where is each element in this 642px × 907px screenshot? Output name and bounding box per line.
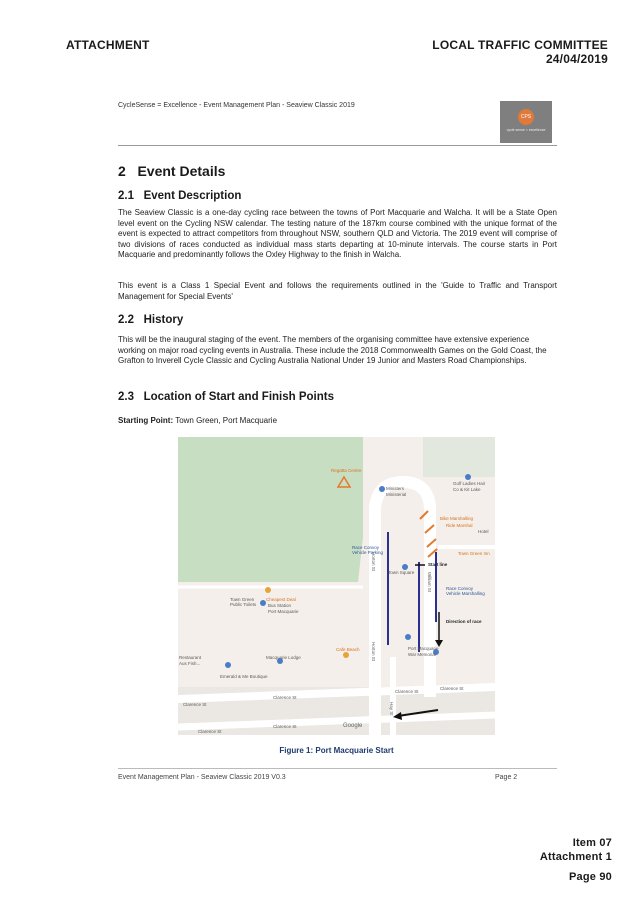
subsection-heading-history [118, 314, 183, 326]
map-label-clarence-5: Clarence St [198, 729, 222, 734]
section-heading [118, 163, 225, 179]
map-label-bus-station-sub: Port Macquarie [268, 609, 299, 614]
map-label-cheapest-deal: Cheapest Deal [266, 597, 296, 602]
map-label-golf-sub: Co & Kit Lake [453, 487, 481, 492]
map-label-war-memorial: War Memorial [408, 652, 436, 657]
document-header-title: CycleSense = Excellence - Event Management Plan - Seaview Classic 2019 [118, 102, 355, 109]
document-footer-page: Page 2 [495, 774, 518, 781]
map-label-lodge: Macquarie Lodge [266, 655, 301, 660]
map-label-clarence-1: Clarence St [183, 702, 207, 707]
map-label-horton-1: Horton St [371, 552, 376, 572]
map-google-logo: Google [343, 723, 363, 729]
map-label-ride-marshal: Ride Marshal [446, 523, 473, 528]
section-number: 2 [118, 163, 126, 179]
subsection-number: 2.1 [118, 190, 134, 202]
map-label-hay: Hay St [389, 702, 394, 716]
map-label-town-green-inn: Town Green Inn [458, 551, 490, 556]
map-label-convoy-marshalling: Race Convoy Vehicle Marshalling [446, 586, 485, 596]
starting-point-label: Starting Point: [118, 416, 174, 425]
attachment-number: Attachment 1 [539, 851, 612, 863]
map-label-cafe: Cafe Beach [336, 647, 360, 652]
subsection-title: Event Description [143, 190, 242, 202]
map-label-restaurant-sub: Aus Fish... [179, 661, 201, 666]
logo-tagline: cycle sense = excellence [506, 128, 546, 132]
header-divider [118, 145, 557, 146]
map-label-start-line: Start line [428, 562, 448, 567]
committee-date: 24/04/2019 [545, 52, 608, 66]
document-footer-title: Event Management Plan - Seaview Classic 2019 V0.3 [118, 774, 286, 781]
subsection-title: Location of Start and Finish Points [143, 391, 334, 403]
map-label-bus-station: Bus Station [268, 603, 292, 608]
history-paragraph: This will be the inaugural staging of the event. The members of the organising committee have extensive experience working on major road cycling events in Australia. These include the 2018 Commonwealth Games on the Gold Coast, the Grafton to Inverell Cycle Classic and Cycling Australia National Under 19 Junior and Masters Road Championships. [118, 335, 547, 366]
map-label-town-square: Town Square [388, 570, 415, 575]
start-location-map [178, 437, 495, 735]
map-label-william: William St [427, 572, 432, 592]
page-number: Page 90 [569, 871, 612, 883]
subsection-number: 2.2 [118, 314, 134, 326]
starting-point-value: Town Green, Port Macquarie [175, 416, 278, 425]
map-label-port-macquarie: Port Macquarie [408, 646, 439, 651]
map-label-clarence-4: Clarence St [440, 686, 464, 691]
subsection-title: History [143, 314, 184, 326]
subsection-heading-event-description [118, 190, 241, 202]
figure-caption: Figure 1: Port Macquarie Start [279, 746, 394, 755]
subsection-number: 2.3 [118, 391, 134, 403]
map-label-town-green: Town Green Public Toilets [230, 597, 257, 607]
map-label-ministers: Ministers [386, 486, 405, 491]
logo-mark: CPS [518, 109, 534, 125]
map-label-clarence-2: Clarence St [273, 695, 297, 700]
map-label-golf: Golf Ladies Hair [453, 481, 486, 486]
subsection-heading-location [118, 391, 334, 403]
section-title: Event Details [137, 163, 226, 179]
map-label-hotel: Hotel [478, 529, 489, 534]
event-description-paragraph-1: The Seaview Classic is a one-day cycling race between the towns of Port Macquarie and Walcha. It will be a State Open level event on the Cycling NSW calendar. The testing nature of the 187km course combined with the unique format of the event is expected to attract competitors from throughout NSW, southern QLD and Victoria. The 2019 event will comprise of two divisions of races conducted as individual mass starts departing at 10-minute intervals. The course starts in Port Macquarie and predominantly follows the Oxley Highway to the finish in Walcha. [118, 208, 557, 260]
map-label-emerald: Emerald & Me Boutique [220, 674, 268, 679]
map-label-direction: Direction of race [446, 619, 482, 624]
map-label-ministers-sub: Ministerial [386, 492, 407, 497]
map-label-regatta: Regatta Centre [331, 468, 362, 473]
company-logo [500, 101, 552, 143]
map-label-restaurant: Restaurant [179, 655, 202, 660]
attachment-label: ATTACHMENT [66, 38, 150, 52]
starting-point [118, 416, 557, 427]
map-label-clarence-3: Clarence St [395, 689, 419, 694]
map-label-vehicle-parking: Race Convoy Vehicle Parking [352, 545, 384, 555]
map-label-bike-marshall: Bike Marshalling [440, 516, 474, 521]
map-label-clarence-6: Clarence St [273, 724, 297, 729]
item-number: Item 07 [572, 837, 612, 849]
map-label-horton-2: Horton St [371, 642, 376, 662]
footer-divider [118, 768, 557, 769]
event-description-paragraph-2: This event is a Class 1 Special Event and follows the requirements outlined in the 'Guide to Traffic and Transport Management for Special Events' [118, 281, 557, 301]
committee-label: LOCAL TRAFFIC COMMITTEE [432, 38, 608, 52]
